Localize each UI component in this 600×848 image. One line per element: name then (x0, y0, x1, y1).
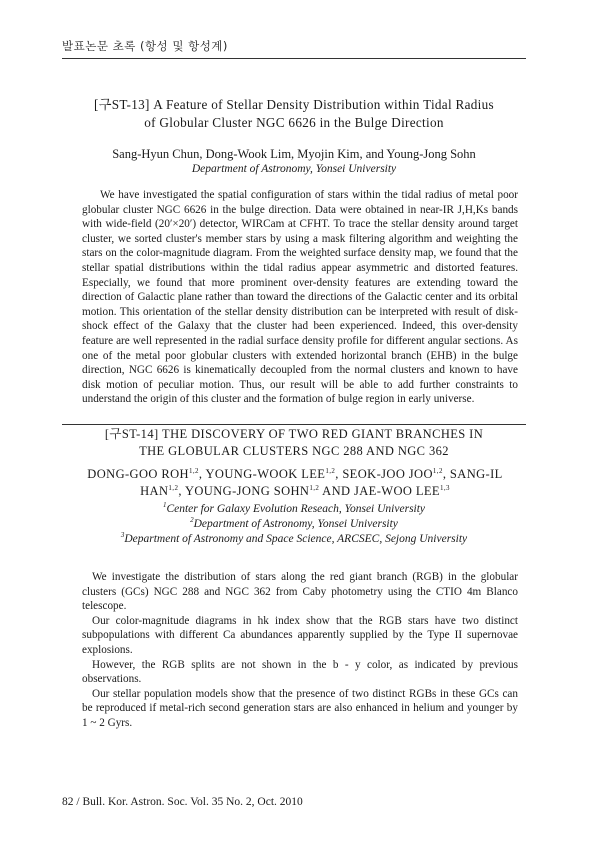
affiliation-text: Department of Astronomy, Yonsei University (193, 518, 398, 530)
affiliation-line (62, 502, 526, 517)
abstract2-title-line1: [구ST-14] THE DISCOVERY OF TWO RED GIANT BRANCHES IN (104, 427, 484, 441)
affiliation-line (62, 532, 526, 547)
abstract2-paragraph: Our stellar population models show that the presence of two distinct RGBs in these GCs can be reproduced if metal-rich second generation stars are also enhanced in helium and younger by 1 ~ 2 Gyrs. (82, 687, 518, 729)
author-name: YOUNG-WOOK LEE (205, 467, 326, 481)
author-affiliation-marker: 1,2 (168, 483, 179, 492)
author-separator: , (442, 467, 450, 481)
abstract2-authors (72, 466, 518, 500)
abstract1-paragraph: We have investigated the spatial configuration of stars within the tidal radius of metal poor globular cluster NGC 6626 in the bulge direction. Data were obtained in near-IR J,H,Ks bands with wide-field (20′×20′) detector, WIRCam at CFHT. To trace the stellar density around target cluster, we sorted cluster's member stars by using a mask filtering algorithm and weighting the stars on the color-magnitude diagram. From the weighted surface density map, we found that the stellar spatial distributions within the tidal radius appear asymmetric and distorted features. Especially, we found that more prominent over-density features are extending toward the direction of Galactic plane rather than toward the directions of the Galactic center and its orbital motion. This orientation of the stellar density distribution can be interpreted with result of disk-shock effect of the Galaxy that the cluster had been experienced. Indeed, this over-density feature are well represented in the radial surface density profile for different angular sections. As one of the metal poor globular clusters with extended horizontal branch (EHB) in the bulge direction, NGC 6626 is kinematically decoupled from the normal clusters and known to have disk motion of peculiar motion. Thus, our result will be able to add further constraints to understand the origin of this cluster and the formation of bulge region in early universe. (82, 189, 518, 406)
abstract2-title (62, 426, 526, 460)
author-separator: , (178, 484, 185, 498)
abstract2-affiliations (62, 502, 526, 547)
author-affiliation-marker: 1,2 (325, 466, 336, 475)
author-affiliation-marker: 1,2 (309, 483, 320, 492)
affiliation-marker: 2 (190, 516, 194, 525)
author-name: AND JAE-WOO LEE (322, 484, 440, 498)
abstract1-title-line1: [구ST-13] A Feature of Stellar Density Distribution within Tidal Radius (94, 97, 494, 112)
abstract2-paragraph: Our color-magnitude diagrams in hk index show that the RGB stars have two distinct subpopulations with different Ca abundances apparently supplied by the Type II supernovae explosions. (82, 614, 518, 656)
abstract1-title (62, 96, 526, 132)
abstract1-affiliation: Department of Astronomy, Yonsei University (191, 163, 397, 175)
abstract2-body (82, 570, 518, 731)
author-affiliation-marker: 1,2 (432, 466, 443, 475)
author-name: DONG-GOO ROH (87, 467, 189, 481)
author-name: YOUNG-JONG SOHN (184, 484, 310, 498)
abstract1-title-line2: of Globular Cluster NGC 6626 in the Bulge Direction (144, 115, 444, 130)
affiliation-text: Center for Galaxy Evolution Reseach, Yonsei University (166, 503, 426, 515)
author-separator: , (335, 467, 343, 481)
affiliation-marker: 1 (162, 501, 167, 510)
abstract1-authors: Sang-Hyun Chun, Dong-Wook Lim, Myojin Kim, and Young-Jong Sohn (112, 147, 476, 161)
abstract2-paragraph: However, the RGB splits are not shown in the b - y color, as indicated by previous observations. (82, 658, 518, 686)
abstract2-paragraph: We investigate the distribution of stars along the red giant branch (RGB) in the globular clusters (GCs) NGC 288 and NGC 362 from Caby photometry using the CTIO 4m Blanco telescope. (82, 571, 518, 613)
author-affiliation-marker: 1,3 (439, 483, 450, 492)
author-affiliation-marker: 1,2 (188, 466, 199, 475)
author-name: SEOK-JOO JOO (342, 467, 433, 481)
running-head: 발표논문 초록 (항성 및 항성계) (62, 39, 228, 53)
page-footer: 82 / Bull. Kor. Astron. Soc. Vol. 35 No. 2, Oct. 2010 (62, 796, 303, 808)
abstract2-title-line2: THE GLOBULAR CLUSTERS NGC 288 AND NGC 362 (139, 444, 449, 458)
section-divider (62, 424, 526, 425)
author-separator: , (198, 467, 206, 481)
affiliation-marker: 3 (120, 531, 125, 540)
abstract1-body (82, 188, 518, 407)
affiliation-text: Department of Astronomy and Space Science, ARCSEC, Sejong University (124, 533, 468, 545)
header-rule (62, 58, 526, 59)
author-name: SANG-IL HAN (140, 467, 503, 498)
affiliation-line (62, 517, 526, 532)
